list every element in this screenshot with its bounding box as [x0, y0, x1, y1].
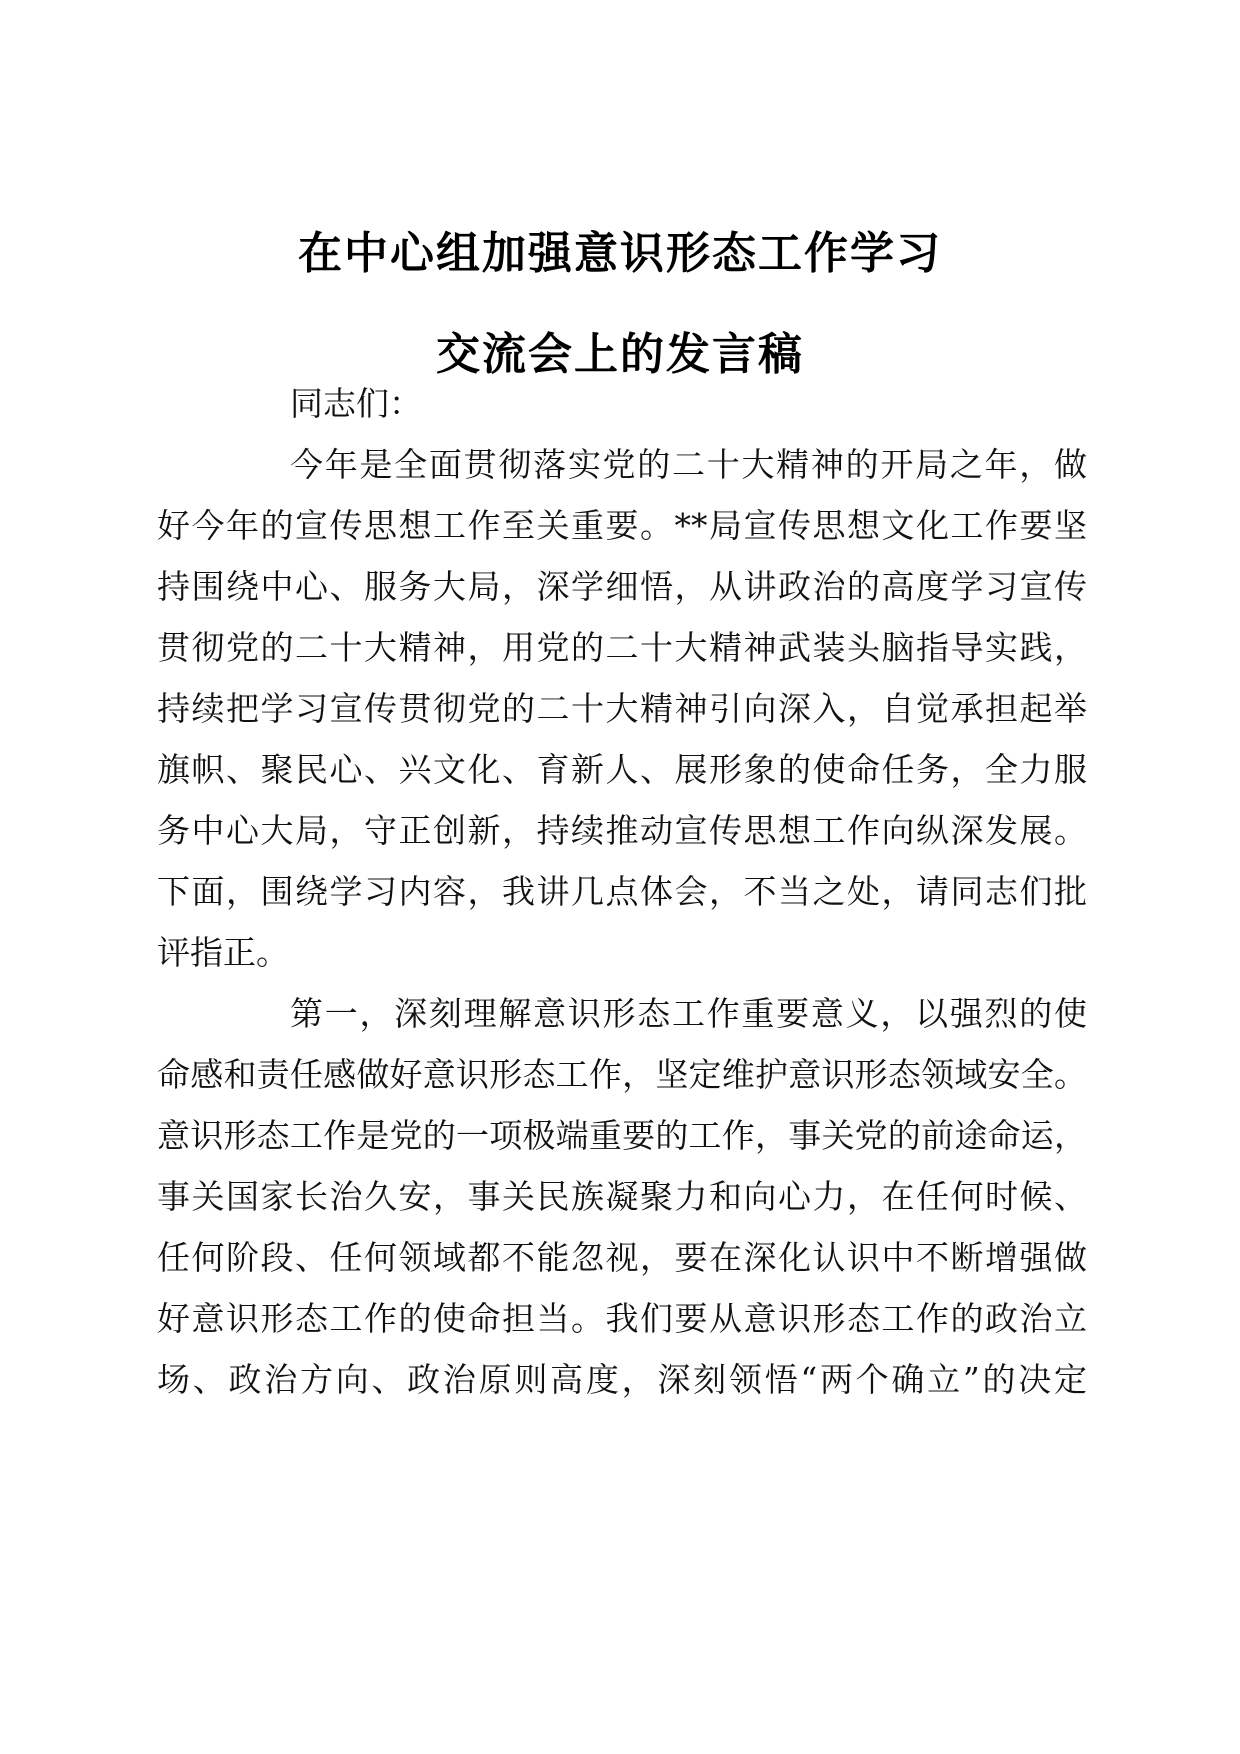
paragraph-1-line: 下面，围绕学习内容，我讲几点体会，不当之处，请同志们批 — [157, 872, 1087, 911]
paragraph-2-line: 命感和责任感做好意识形态工作，坚定维护意识形态领域安全。 — [157, 1055, 1087, 1094]
document-title-line-2: 交流会上的发言稿 — [436, 329, 804, 380]
paragraph-1-line: 今年是全面贯彻落实党的二十大精神的开局之年，做 — [290, 445, 1087, 484]
paragraph-2-line: 事关国家长治久安，事关民族凝聚力和向心力，在任何时候、 — [157, 1177, 1087, 1216]
paragraph-2-line: 任何阶段、任何领域都不能忽视，要在深化认识中不断增强做 — [157, 1238, 1087, 1277]
paragraph-2-line: 第一，深刻理解意识形态工作重要意义，以强烈的使 — [290, 994, 1087, 1033]
paragraph-1-line: 旗帜、聚民心、兴文化、育新人、展形象的使命任务，全力服 — [157, 750, 1087, 789]
paragraph-1-line: 务中心大局，守正创新，持续推动宣传思想工作向纵深发展。 — [157, 811, 1087, 850]
paragraph-1-line: 好今年的宣传思想工作至关重要。**局宣传思想文化工作要坚 — [157, 506, 1087, 545]
paragraph-1-line: 贯彻党的二十大精神，用党的二十大精神武装头脑指导实践， — [157, 628, 1087, 667]
paragraph-1-line: 持续把学习宣传贯彻党的二十大精神引向深入，自觉承担起举 — [157, 689, 1087, 728]
paragraph-2-line: 意识形态工作是党的一项极端重要的工作，事关党的前途命运， — [157, 1116, 1087, 1155]
paragraph-2-line: 好意识形态工作的使命担当。我们要从意识形态工作的政治立 — [157, 1299, 1087, 1338]
document-title-line-1: 在中心组加强意识形态工作学习 — [298, 228, 942, 279]
paragraph-2-line: 场、政治方向、政治原则高度，深刻领悟“两个确立”的决定 — [157, 1360, 1087, 1399]
salutation: 同志们： — [290, 384, 422, 423]
paragraph-1-line: 持围绕中心、服务大局，深学细悟，从讲政治的高度学习宣传 — [157, 567, 1087, 606]
paragraph-1-line: 评指正。 — [157, 933, 289, 972]
